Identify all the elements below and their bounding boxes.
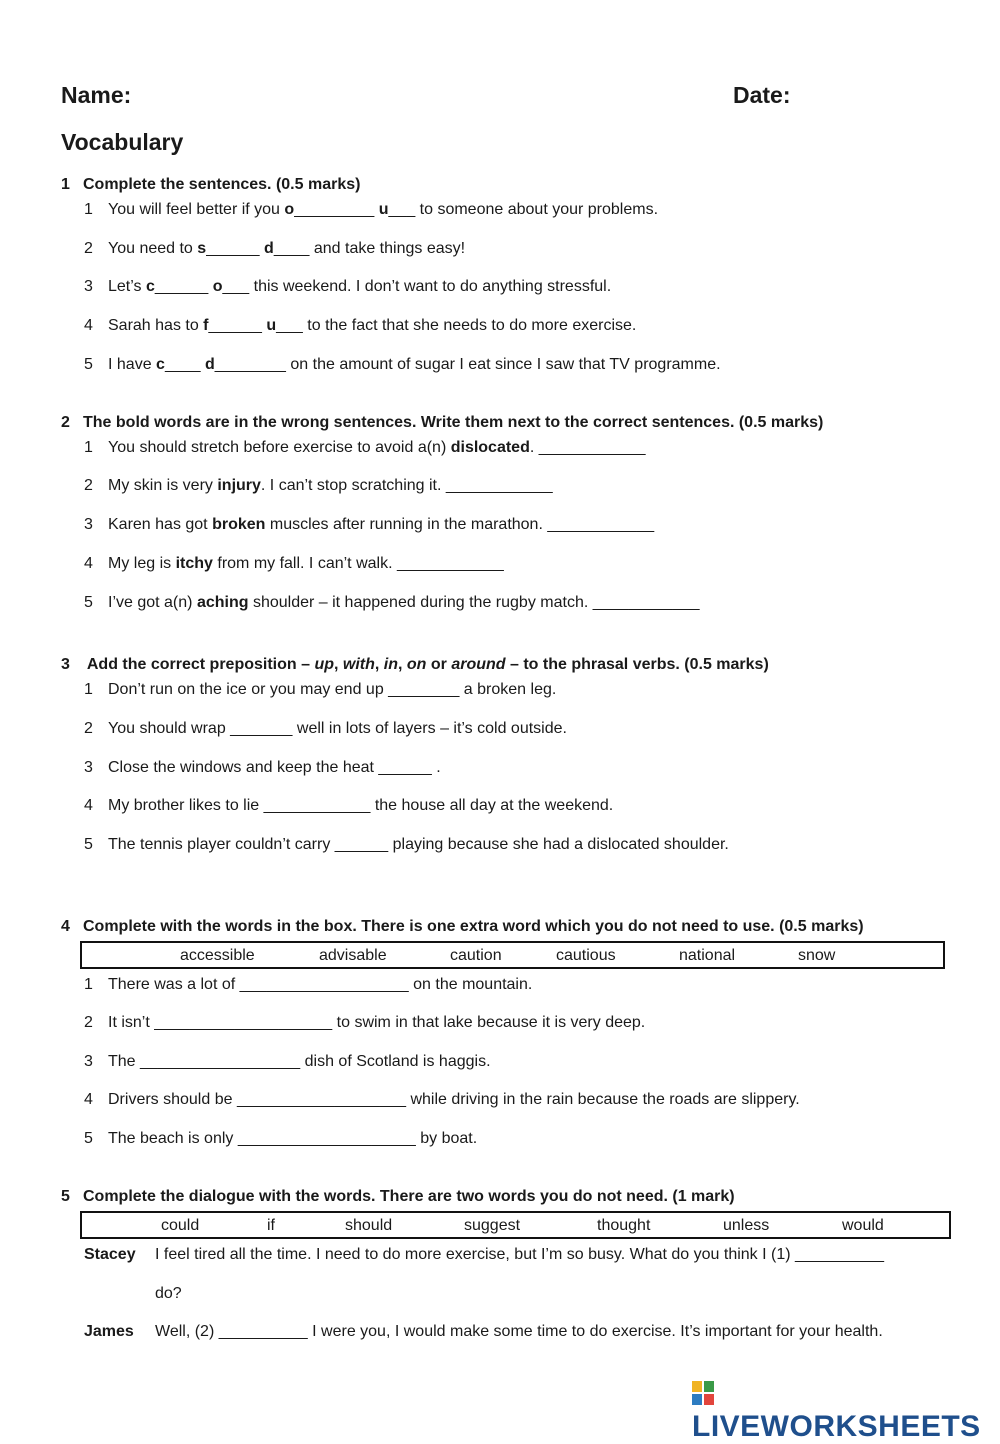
sentence-start: My leg is — [108, 555, 176, 572]
section-5-heading — [61, 1188, 735, 1206]
answer-blank: ______ — [206, 240, 260, 257]
sentence-end: muscles after running in the marathon. ____________ — [265, 516, 655, 533]
initial-letter: f — [203, 317, 209, 334]
item-text: There was a lot of ___________________ on the mountain. — [108, 976, 533, 993]
item-text — [108, 477, 553, 495]
heading-part: , — [374, 656, 384, 673]
bold-word: injury — [217, 477, 261, 494]
section-heading-text: Complete the sentences. (0.5 marks) — [83, 176, 361, 193]
item-number: 2 — [84, 720, 93, 737]
item-number: 1 — [84, 976, 93, 993]
word-option: accessible — [180, 947, 255, 964]
item-number: 5 — [84, 594, 93, 611]
initial-letter: d — [204, 356, 215, 373]
item-number: 5 — [84, 1130, 93, 1147]
item-text — [108, 317, 636, 335]
section-4-heading — [61, 918, 864, 936]
item-number: 3 — [84, 516, 93, 533]
item-number: 5 — [84, 356, 93, 373]
item-text — [108, 356, 721, 374]
sentence-start: I’ve got a(n) — [108, 594, 197, 611]
sentence-start: You need to — [108, 240, 198, 257]
item-text — [108, 439, 646, 457]
word-option: could — [161, 1217, 200, 1234]
sentence-start: My skin is very — [108, 477, 218, 494]
word-option: if — [267, 1217, 275, 1234]
item-text: You should wrap _______ well in lots of layers – it’s cold outside. — [108, 720, 567, 737]
answer-blank: ______ — [208, 317, 262, 334]
heading-part: , — [398, 656, 407, 673]
sentence-start: Let’s — [108, 278, 146, 295]
bold-word: aching — [196, 594, 249, 611]
dialogue-line: Well, (2) __________ I were you, I would make some time to do exercise. It’s important for your health. — [155, 1323, 883, 1340]
bold-word: broken — [212, 516, 266, 533]
section-number: 1 — [61, 176, 70, 193]
item-number: 3 — [84, 278, 93, 295]
section-heading-text: Complete with the words in the box. There is one extra word which you do not need to use. (0.5 marks) — [83, 918, 864, 935]
word-option: unless — [723, 1217, 770, 1234]
item-text: The __________________ dish of Scotland is haggis. — [108, 1053, 491, 1070]
section-1-heading — [61, 176, 360, 194]
name-label: Name: — [61, 82, 132, 108]
word-option: would — [842, 1217, 884, 1234]
item-text — [108, 516, 654, 534]
section-2-heading — [61, 414, 823, 432]
item-text: My brother likes to lie ____________ the house all day at the weekend. — [108, 797, 614, 814]
item-number: 1 — [84, 201, 93, 218]
liveworksheets-logo — [692, 1376, 1000, 1444]
item-number: 3 — [84, 1053, 93, 1070]
date-label: Date: — [733, 82, 791, 108]
item-text: Drivers should be ___________________ while driving in the rain because the roads are slippery. — [108, 1091, 800, 1108]
sentence-end: . I can’t stop scratching it. ____________ — [260, 477, 553, 494]
item-text — [108, 594, 700, 612]
answer-blank: ____ — [164, 356, 201, 373]
word-option: advisable — [319, 947, 387, 964]
word-option: snow — [798, 947, 836, 964]
item-number: 4 — [84, 317, 93, 334]
section-heading-text: Complete the dialogue with the words. There are two words you do not need. (1 mark) — [83, 1188, 735, 1205]
initial-letter: u — [266, 317, 277, 334]
initial-letter: s — [197, 240, 207, 257]
dialogue-line: do? — [155, 1285, 182, 1302]
item-text: The beach is only ____________________ by boat. — [108, 1130, 478, 1147]
word-box-5 — [80, 1211, 951, 1239]
item-text: Don’t run on the ice or you may end up ________ a broken leg. — [108, 681, 557, 698]
bold-word: dislocated — [450, 439, 530, 456]
word-option: should — [345, 1217, 393, 1234]
heading-part: – to the phrasal verbs. (0.5 marks) — [505, 656, 769, 673]
initial-letter: u — [378, 201, 389, 218]
page-title: Vocabulary — [61, 129, 184, 155]
sentence-start: Sarah has to — [108, 317, 204, 334]
sentence-end: and take things easy! — [309, 240, 466, 257]
item-text — [108, 201, 658, 219]
item-text: It isn’t ____________________ to swim in that lake because it is very deep. — [108, 1014, 646, 1031]
word-box-4 — [80, 941, 945, 969]
sentence-end: . ____________ — [529, 439, 646, 456]
section-number: 3 — [61, 656, 70, 673]
heading-part: Add the correct preposition – — [86, 656, 315, 673]
word-option: suggest — [464, 1217, 521, 1234]
initial-letter: c — [156, 356, 165, 373]
preposition-option: in — [383, 656, 398, 673]
initial-letter: d — [264, 240, 274, 257]
section-number: 5 — [61, 1188, 70, 1205]
item-text: The tennis player couldn’t carry ______ playing because she had a dislocated shoulder. — [108, 836, 729, 853]
sentence-end: to someone about your problems. — [415, 201, 659, 218]
preposition-option: up — [314, 656, 334, 673]
logo-text: LIVEWORKSHEETS — [692, 1410, 981, 1443]
word-option: national — [679, 947, 736, 964]
preposition-option: around — [451, 656, 506, 673]
speaker-name: Stacey — [84, 1246, 136, 1263]
item-number: 2 — [84, 1014, 93, 1031]
answer-blank: ___ — [388, 201, 416, 218]
initial-letter: o — [284, 201, 295, 218]
sentence-start: Karen has got — [108, 516, 213, 533]
item-text: Close the windows and keep the heat ______ . — [108, 759, 441, 776]
initial-letter: c — [145, 278, 155, 295]
section-heading-text: The bold words are in the wrong sentences. Write them next to the correct sentences. (0.5 marks) — [83, 414, 824, 431]
section-3-heading — [61, 656, 769, 674]
answer-blank: ___ — [222, 278, 250, 295]
item-number: 3 — [84, 759, 93, 776]
answer-blank: ______ — [154, 278, 209, 295]
answer-blank: ________ — [214, 356, 286, 373]
sentence-start: You will feel better if you — [108, 201, 285, 218]
sentence-end: this weekend. I don’t want to do anything stressful. — [249, 278, 612, 295]
dialogue-line: I feel tired all the time. I need to do more exercise, but I’m so busy. What do you think I (1) __________ — [155, 1246, 884, 1263]
heading-part: or — [426, 656, 452, 673]
word-option: cautious — [556, 947, 616, 964]
item-number: 1 — [84, 681, 93, 698]
sentence-start: I have — [108, 356, 157, 373]
item-text — [108, 240, 465, 258]
item-number: 5 — [84, 836, 93, 853]
sentence-end: to the fact that she needs to do more exercise. — [302, 317, 637, 334]
answer-blank: ____ — [273, 240, 310, 257]
bold-word: itchy — [175, 555, 213, 572]
answer-blank: ___ — [276, 317, 303, 334]
speaker-name: James — [84, 1323, 134, 1340]
answer-blank: _________ — [294, 201, 375, 218]
sentence-end: shoulder – it happened during the rugby match. ____________ — [248, 594, 700, 611]
word-option: caution — [450, 947, 502, 964]
item-number: 2 — [84, 477, 93, 494]
preposition-option: with — [342, 656, 375, 673]
sentence-end: from my fall. I can’t walk. ____________ — [212, 555, 504, 572]
logo-mark-icon — [692, 1381, 714, 1405]
item-number: 4 — [84, 1091, 93, 1108]
initial-letter: o — [212, 278, 223, 295]
item-number: 1 — [84, 439, 93, 456]
item-text — [108, 278, 611, 296]
item-text — [108, 555, 504, 573]
item-number: 4 — [84, 555, 93, 572]
section-number: 2 — [61, 414, 70, 431]
word-option: thought — [597, 1217, 651, 1234]
item-number: 4 — [84, 797, 93, 814]
heading-part: , — [334, 656, 343, 673]
item-number: 2 — [84, 240, 93, 257]
section-number: 4 — [61, 918, 70, 935]
sentence-end: on the amount of sugar I eat since I saw that TV programme. — [285, 356, 721, 373]
preposition-option: on — [406, 656, 427, 673]
sentence-start: You should stretch before exercise to avoid a(n) — [108, 439, 451, 456]
